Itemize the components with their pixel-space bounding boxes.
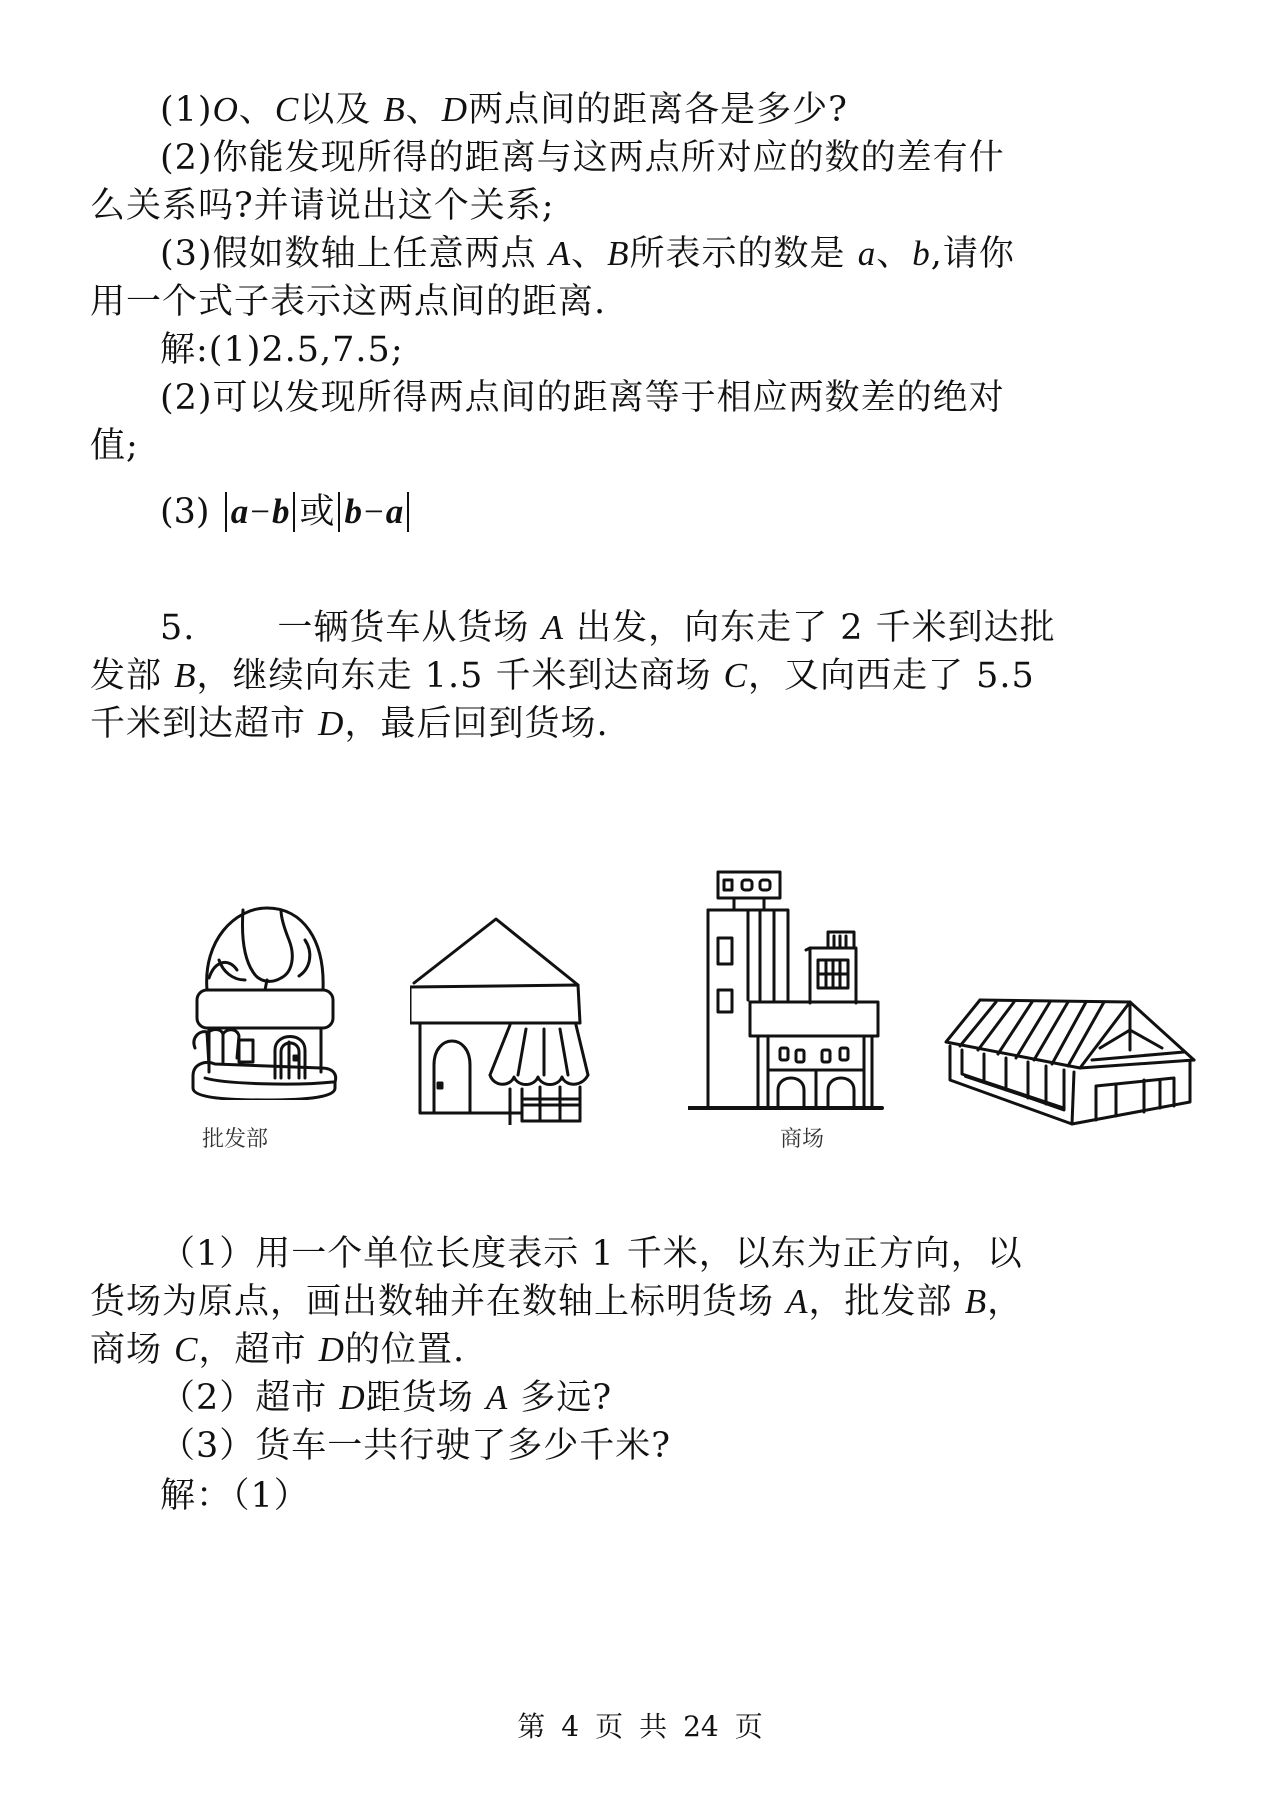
total-pages: 24 xyxy=(683,1710,719,1743)
question-1: (1)O、C以及 B、D两点间的距离各是多少? xyxy=(160,90,848,130)
subquestion-1-line-1: （1）用一个单位长度表示 1 千米，以东为正方向，以 xyxy=(160,1234,1023,1274)
subquestion-1-line-2: 货场为原点，画出数轴并在数轴上标明货场 A，批发部 B， xyxy=(90,1282,1024,1322)
problem-5-line-3: 千米到达超市 D，最后回到货场. xyxy=(90,704,609,744)
current-page: 4 xyxy=(561,1710,580,1743)
abs-expression-a-minus-b: a−b xyxy=(225,492,296,532)
problem-5-line-2: 发部 B，继续向东走 1.5 千米到达商场 C，又向西走了 5.5 xyxy=(90,656,1035,696)
answer-3-formula: (3) a−b 或 b−a xyxy=(160,482,413,542)
question-2-line-2: 么关系吗?并请说出这个关系; xyxy=(90,186,555,226)
abs-expression-b-minus-a: b−a xyxy=(338,492,409,532)
question-2-line-1: (2)你能发现所得的距离与这两点所对应的数的差有什 xyxy=(160,138,1005,178)
freight-yard-building-icon xyxy=(940,990,1210,1130)
page-footer: 第 4 页 共 24 页 xyxy=(517,1710,763,1743)
subquestion-2: （2）超市 D距货场 A 多远? xyxy=(160,1378,613,1418)
label-wholesale-dept: 批发部 xyxy=(202,1127,269,1152)
answer-2-line-1: (2)可以发现所得两点间的距离等于相应两数差的绝对 xyxy=(160,378,1005,418)
buildings-figure xyxy=(0,860,1280,1180)
subquestion-1-line-3: 商场 C，超市 D的位置. xyxy=(90,1330,466,1370)
question-3-line-1: (3)假如数轴上任意两点 A、B所表示的数是 a、b,请你 xyxy=(160,234,1015,274)
shopping-mall-building-icon xyxy=(688,868,888,1118)
label-shopping-mall: 商场 xyxy=(780,1127,825,1152)
answer-start: 解：（1） xyxy=(160,1476,310,1516)
subquestion-3: （3）货车一共行驶了多少千米? xyxy=(160,1426,672,1466)
problem-number: 5. xyxy=(160,608,196,648)
question-3-line-2: 用一个式子表示这两点间的距离. xyxy=(90,282,607,322)
answer-1: 解:(1)2.5,7.5; xyxy=(160,330,404,370)
problem-5-line-1: 5. 一辆货车从货场 A 出发，向东走了 2 千米到达批 xyxy=(160,608,1056,648)
shop-house-building-icon xyxy=(410,915,590,1125)
answer-2-line-2: 值; xyxy=(90,426,139,466)
wholesale-dept-building-icon xyxy=(185,900,345,1100)
